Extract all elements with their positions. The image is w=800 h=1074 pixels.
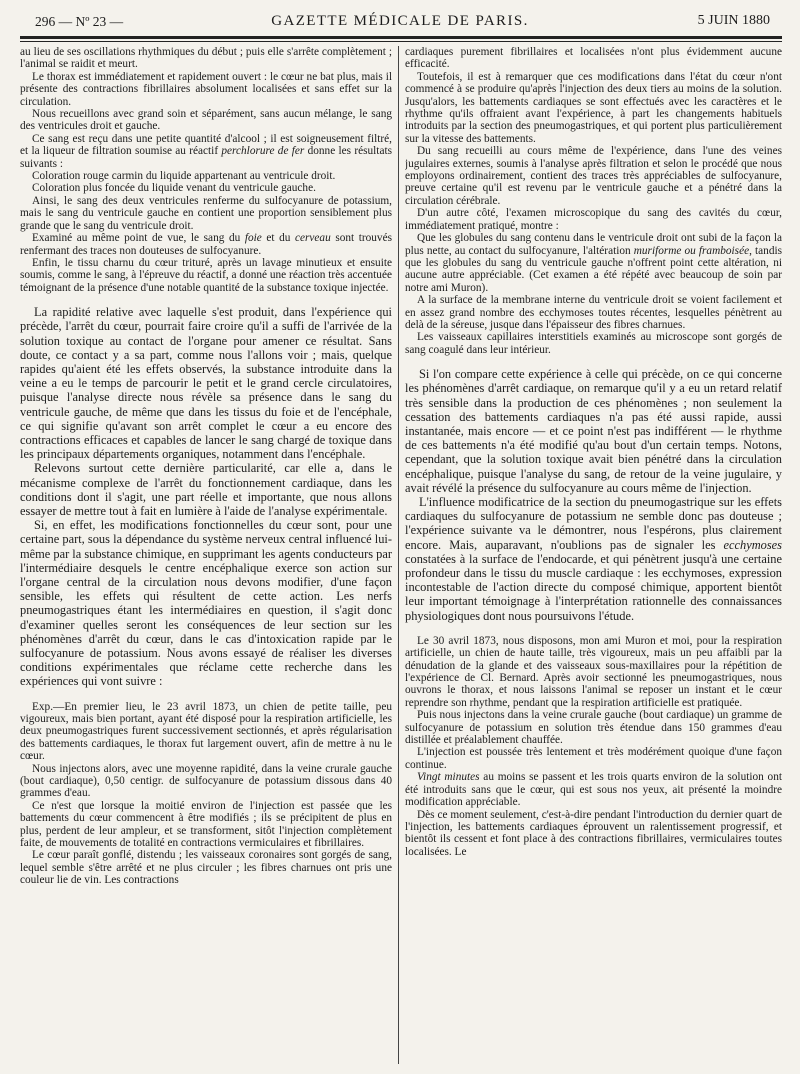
reagent-name: perchlorure de fer xyxy=(221,145,305,158)
paragraph: Si, en effet, les modifications fonctionnelles du cœur sont, pour une certaine part, sous la dépendance du système nerveux central influencé lui-même par la substance chimique, en supprimant les agents conducteurs par l'intermédiaire desquels le centre encéphalique exerce son action sur l'organe central de la circulation nous devons modifier, d'une façon sensible, les effets qui résultent de cette action. Les nerfs pneumogastriques étant les intermédiaires en question, il s'agit donc d'examiner quelles seront les conséquences de leur section sur les phénomènes d'arrêt du cœur, dans le cas d'intoxication rapide par le sulfocyanure de potassium. Nous avons essayé de réaliser les diverses conditions expérimentales que réclame cette recherche dans les expériences qui vont suivre : xyxy=(20,518,392,689)
column-separator xyxy=(398,46,399,1064)
paragraph: Coloration plus foncée du liquide venant du ventricule gauche. xyxy=(32,182,316,195)
paragraph: D'un autre côté, l'examen microscopique du sang des cavités du cœur, immédiatement pratiqué, montre : xyxy=(405,207,782,232)
paragraph: Nous injectons alors, avec une moyenne rapidité, dans la veine crurale gauche (bout cardiaque), 0,50 centigr. de sulfocyanure de potassium dissous dans 40 grammes d'eau. xyxy=(20,762,392,800)
paragraph: Enfin, le tissu charnu du cœur trituré, après un lavage minutieux et ensuite soumis, comme le sang, à l'épreuve du réactif, a donné une réaction très accentuée témoignant de la présence d'une notable quantité de la substance toxique injectée. xyxy=(20,256,392,294)
experiment-paragraph: Exp.—En premier lieu, le 23 avril 1873, un chien de petite taille, peu vigoureux, mais bien portant, ayant été disposé pour la respiration artificielle, les deux pneumogastriques furent successivement sectionnés, et après régularisation des battements cardiaques, le thorax fut largement ouvert, afin de mettre à nu le cœur. xyxy=(20,700,392,763)
paragraph: Puis nous injectons dans la veine crurale gauche (bout cardiaque) un gramme de sulfocyanure de potassium en solution très étendue dans 150 grammes d'eau distillée et préalablement chauffée. xyxy=(405,709,782,747)
left-column xyxy=(20,46,392,1068)
paragraph: A la surface de la membrane interne du ventricule droit se voient facilement et en assez grand nombre des ecchymoses toutes récentes, lesquelles pénètrent au delà de la séreuse, jusque dans l'épaisseur des fibres charnues. xyxy=(405,294,782,331)
page-header xyxy=(0,0,800,36)
paragraph: Dès ce moment seulement, c'est-à-dire pendant l'introduction du dernier quart de l'injection, les battements cardiaques éprouvent un ralentissement progressif, et bientôt ils cessent et font place à des contractions fibrillaires, vermiculaires toutes localisées. Le xyxy=(405,808,782,858)
paragraph: Nous recueillons avec grand soin et séparément, sans aucun mélange, le sang des ventricules droit et gauche. xyxy=(20,108,392,133)
paragraph: Le cœur paraît gonflé, distendu ; les vaisseaux coronaires sont gorgés de sang, lequel semble s'être arrêté et ne plus circuler ; les fibres charnues ont pris une couleur lie de vin. Les contractions xyxy=(20,849,392,887)
page-number: 296 — Nº 23 — xyxy=(35,14,124,29)
paragraph: Si l'on compare cette expérience à celle qui précède, on ce qui concerne les phénomènes d'arrêt cardiaque, on remarque qu'il y a eu un retard relatif très sensible dans la production de ces phénomènes ; non seulement la cessation des battements cardiaques n'a pas été aussi rapide, aussi instantanée, mais encore — et ce point n'est pas indifférent — le rhythme de ces battements n'a été modifié qu'au bout d'un certain temps. Notons, cependant, que la solution toxique avait bien pénétré dans la circulation encéphalique, puisque l'analyse du sang, de retour de la veine jugulaire, y avait révélé la présence du sulfocyanure au cours même de l'injection. xyxy=(405,367,782,495)
paragraph: Le 30 avril 1873, nous disposons, mon ami Muron et moi, pour la respiration artificielle, un chien de haute taille, très vigoureux, mais un peu affaibli par la dénudation de la glande et des vaisseaux sous-maxillaires pour la répétition de l'expérience de Cl. Bernard. Après avoir sectionné les pneumogastriques, nous ouvrons le thorax, et nous laissons l'animal se reposer un instant et le cœur reprendre son rhythme, pendant que la respiration artificielle est pratiquée. xyxy=(405,634,782,709)
header-rule xyxy=(20,36,782,42)
paragraph: au lieu de ses oscillations rhythmiques du début ; puis elle s'arrête complètement ; l'animal se raidit et meurt. xyxy=(20,46,392,71)
paragraph: L'injection est poussée très lentement et très modérément quoique d'une façon continue. xyxy=(405,746,782,771)
experiment-label: Exp. xyxy=(32,700,54,713)
paragraph: Les vaisseaux capillaires interstitiels examinés au microscope sont gorgés de sang coagulé dans leur intérieur. xyxy=(405,331,782,356)
paragraph: Relevons surtout cette dernière particularité, car elle a, dans le mécanisme complexe de l'arrêt du fonctionnement cardiaque, dans les conditions dont il s'agit, une part réelle et importante, que nous allons essayer de mettre tout à fait en lumière à l'aide de l'analyse expérimentale. xyxy=(20,461,392,518)
paragraph: Que les globules du sang contenu dans le ventricule droit ont subi de la façon la plus nette, au contact du sulfocyanure, l'altération muriforme ou framboisée, tandis que les globules du sang du ventricule gauche n'offrent point cette altération, ni aucune autre appréciable. (Cet examen a été répété avec beaucoup de soin par notre ami Muron). xyxy=(405,232,782,294)
paragraph: Toutefois, il est à remarquer que ces modifications dans l'état du cœur n'ont commencé à se produire qu'après l'injection des deux tiers au moins de la solution. Jusqu'alors, les battements cardiaques se sont effectués avec les caractères et le rhythme qu'ils offraient avant l'expérience, à part les changements habituels introduits par la section des pneumogastriques, et qui portent plus particulièrement sur la vitesse des battements. xyxy=(405,70,782,145)
article-body xyxy=(20,46,782,1068)
journal-title: GAZETTE MÉDICALE DE PARIS. xyxy=(271,13,529,29)
issue-date: 5 JUIN 1880 xyxy=(697,13,770,28)
paragraph: Le thorax est immédiatement et rapidement ouvert : le cœur ne bat plus, mais il présente des contractions fibrillaires absolument localisées et sans effet sur la circulation. xyxy=(20,70,392,108)
paragraph: Examiné au même point de vue, le sang du foie et du cerveau sont trouvés renfermant des traces non douteuses de sulfocyanure. xyxy=(20,232,392,257)
paragraph: Vingt minutes au moins se passent et les trois quarts environ de la solution ont été introduits sans que le cœur, qui est sous nos yeux, ait présenté la moindre modification appréciable. xyxy=(405,771,782,809)
right-column xyxy=(405,46,782,1068)
paragraph: Du sang recueilli au cours même de l'expérience, dans l'une des veines jugulaires externes, soumis à l'analyse après filtration et selon le procédé que nous employons ordinairement, contient des traces très appréciables de sulfocyanure, preuve certaine qu'il est revenu par le ventricule gauche et a pénétré dans la circulation cérébrale. xyxy=(405,145,782,207)
paragraph: cardiaques purement fibrillaires et localisées n'ont plus évidemment aucune efficacité. xyxy=(405,46,782,71)
paragraph: Coloration rouge carmin du liquide appartenant au ventricule droit. xyxy=(32,170,336,183)
paragraph: L'influence modificatrice de la section du pneumogastrique sur les effets cardiaques du sulfocyanure de potassium ne semble donc pas douteuse ; l'expérience suivante va le démontrer, nous l'espérons, plus clairement encore. Mais, auparavant, n'oublions pas de signaler les ecchymoses constatées à la surface de l'endocarde, et qui pénètrent jusqu'à une certaine profondeur dans le tissu du muscle cardiaque : les ecchymoses, expression incontestable de l'action directe du composé chimique, apportent bientôt leur important témoignage à l'interprétation rationnelle des connaissances physiologiques dont nous poursuivons l'étude. xyxy=(405,494,782,623)
paragraph: Ainsi, le sang des deux ventricules renferme du sulfocyanure de potassium, mais le sang du ventricule gauche en contient une proportion sensiblement plus grande que le sang du ventricule droit. xyxy=(20,194,392,232)
paragraph: La rapidité relative avec laquelle s'est produit, dans l'expérience qui précède, l'arrêt du cœur, pourrait faire croire qu'il a suffi de l'arrivée de la solution toxique au contact de l'organe pour amener ce résultat. Sans doute, ce contact y a sa part, comme nous l'allons voir ; mais, quelque rapides qu'aient été les effets observés, la substance introduite dans la veine a eu le temps de parcourir le petit et le grand cercle circulatoires, puisque l'analyse directe nous révèle sa présence dans le sang du ventricule gauche, de même que dans les tissus du foie et de l'encéphale, ce qui signifie qu'avant son arrêt complet le cœur a eu encore des contractions efficaces et capables de lancer le sang chargé de toxique dans les principaux départements organiques, notamment dans l'encéphale. xyxy=(20,305,392,462)
paragraph: Ce n'est que lorsque la moitié environ de l'injection est passée que les battements du cœur commencent à être modifiés ; ils se précipitent de plus en plus, perdent de leur ampleur, et se transforment, sitôt l'injection complètement faite, de mouvements de totalité en contractions vermiculaires et fibrillaires. xyxy=(20,799,392,850)
paragraph: Ce sang est reçu dans une petite quantité d'alcool ; il est soigneusement filtré, et la liqueur de filtration soumise au réactif perchlorure de fer donne les résultats suivants : xyxy=(20,132,392,170)
